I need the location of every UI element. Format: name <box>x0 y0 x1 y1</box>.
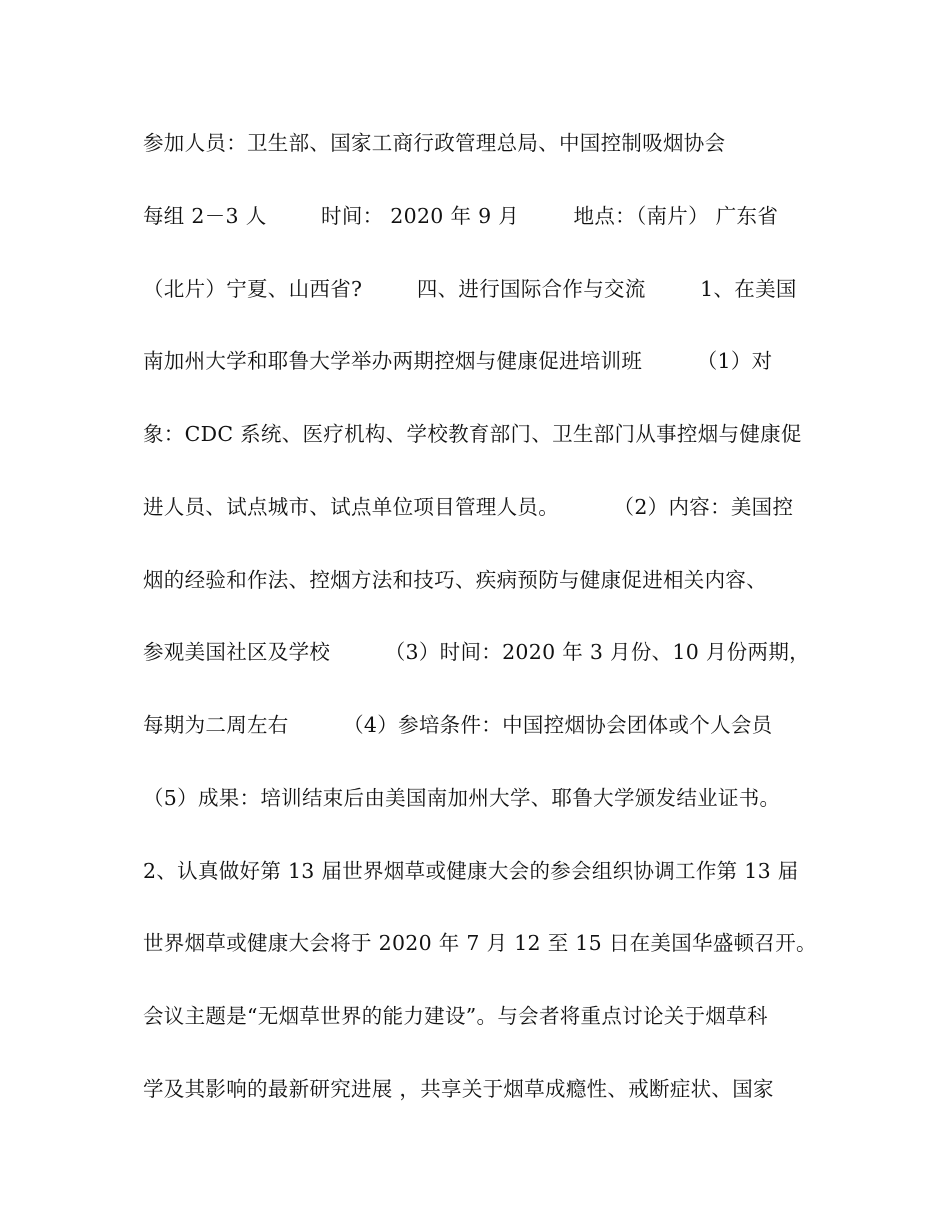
text-line: 烟的经验和作法、控烟方法和技巧、疾病预防与健康促进相关内容、 <box>143 568 767 592</box>
text-line: 进人员、试点城市、试点单位项目管理人员。 （2）内容：美国控 <box>143 495 794 519</box>
text-line: 参观美国社区及学校 （3）时间：2020 年 3 月份、10 月份两期， <box>143 640 810 664</box>
text-line: 南加州大学和耶鲁大学举办两期控烟与健康促进培训班 （1）对 <box>143 349 773 373</box>
text-line: 2、认真做好第 13 届世界烟草或健康大会的参会组织协调工作第 13 届 <box>143 859 799 883</box>
text-line: 会议主题是“无烟草世界的能力建设”。与会者将重点讨论关于烟草科 <box>143 1004 768 1028</box>
text-line: 世界烟草或健康大会将于 2020 年 7 月 12 至 15 日在美国华盛顿召开。 <box>143 931 817 955</box>
text-line: （5）成果：培训结束后由美国南加州大学、耶鲁大学颁发结业证书。 <box>143 786 781 810</box>
text-line: 象：CDC 系统、医疗机构、学校教育部门、卫生部门从事控烟与健康促 <box>143 422 802 446</box>
text-line: 每期为二周左右 （4）参培条件：中国控烟协会团体或个人会员 <box>143 713 773 737</box>
text-line: （北片）宁夏、山西省? 四、进行国际合作与交流 1、在美国 <box>143 277 797 301</box>
text-line: 参加人员：卫生部、国家工商行政管理总局、中国控制吸烟协会 <box>143 131 726 155</box>
text-line: 学及其影响的最新研究进展 ，共享关于烟草成瘾性、戒断症状、国家 <box>143 1077 774 1101</box>
text-line: 每组 2－3 人 时间： 2020 年 9 月 地点：（南片） 广东省 <box>143 204 779 228</box>
